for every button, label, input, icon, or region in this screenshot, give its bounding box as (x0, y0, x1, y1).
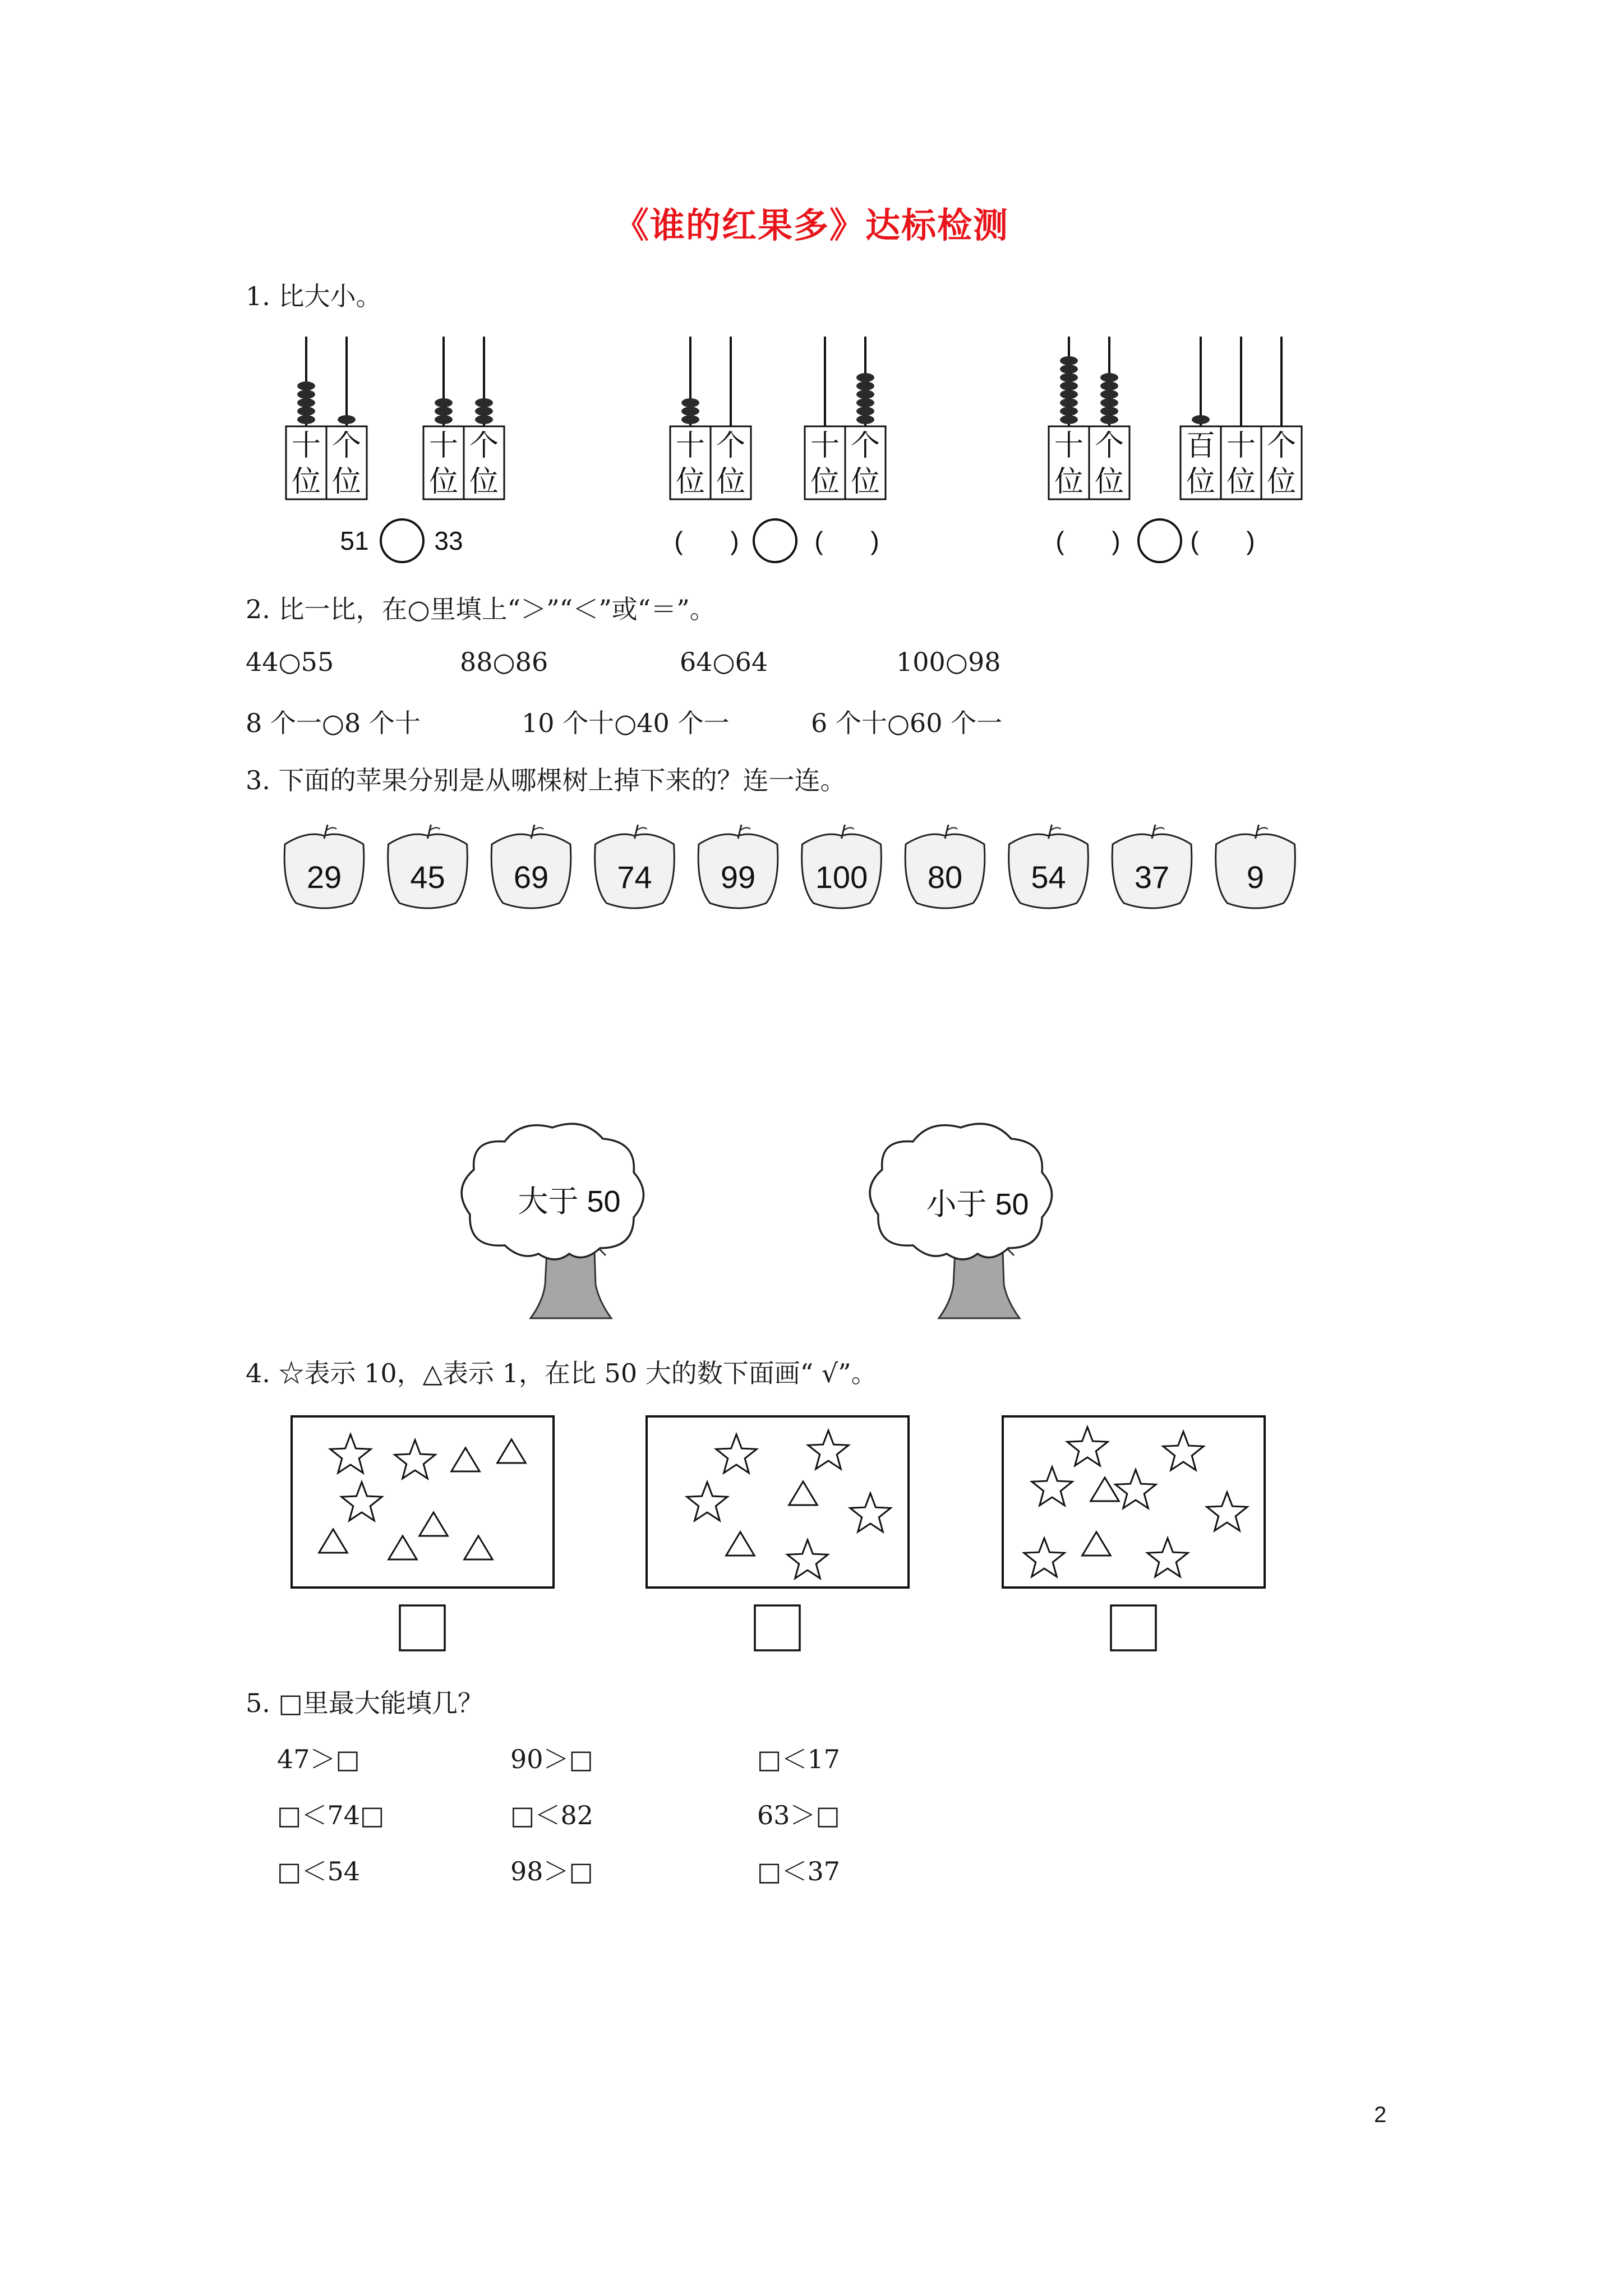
place-label: 位 (1266, 466, 1297, 498)
abacus-bead (297, 398, 315, 407)
place-label: 位 (716, 466, 746, 498)
abacus-column (670, 337, 711, 499)
apple-number: 9 (1246, 859, 1265, 895)
q5-item: □＜17 (757, 1744, 840, 1774)
apple[interactable] (1112, 825, 1192, 908)
tree-less-50[interactable] (870, 1124, 1052, 1318)
q2-item: 10 个十○40 个一 (522, 708, 730, 738)
abacus-bead (1100, 381, 1118, 390)
triangle-icon (419, 1512, 448, 1536)
star-icon (1147, 1538, 1188, 1577)
q2-item: 100○98 (896, 647, 1001, 677)
abacus-bead (856, 373, 874, 382)
abacus-bead (1100, 373, 1118, 382)
apple-leaf (947, 827, 957, 830)
abacus-column (711, 337, 751, 499)
q5-item: □＜37 (757, 1856, 840, 1887)
tree-label: 大于 50 (518, 1185, 621, 1218)
apple-leaf (1258, 827, 1268, 830)
q5-item: 90＞□ (510, 1744, 593, 1774)
abacus-bead (1060, 390, 1078, 399)
place-label: 位 (291, 466, 321, 498)
paren-open: ( (674, 526, 683, 555)
abacus-bead (1100, 390, 1118, 399)
abacus-column (845, 337, 886, 499)
triangle-icon (319, 1529, 347, 1553)
apple-number: 45 (410, 859, 445, 895)
abacus-bead (475, 398, 493, 407)
apple-leaf (1154, 827, 1164, 830)
answer-box[interactable] (400, 1605, 445, 1650)
abacus-bead (1100, 398, 1118, 407)
abacus-bead (856, 381, 874, 390)
apple-number: 80 (927, 859, 963, 895)
paren-open: ( (1190, 526, 1199, 555)
page-number: 2 (1374, 2102, 1387, 2127)
q3-apples (0, 825, 1623, 937)
page-title: 《谁的红果多》达标检测 (614, 205, 1009, 246)
abacus-column (464, 337, 504, 499)
place-label: 位 (331, 466, 362, 498)
abacus-bead (856, 415, 874, 424)
q2-heading: 2. 比一比，在○里填上“＞”“＜”或“＝”。 (246, 594, 716, 624)
star-icon (808, 1430, 849, 1469)
place-label: 十 (810, 430, 840, 462)
abacus-column (1089, 337, 1129, 499)
abacus-bead (297, 381, 315, 390)
abacus-bead (681, 415, 699, 424)
abacus-bead (435, 398, 453, 407)
apple-leaf (1051, 827, 1061, 830)
q5-heading: 5. □里最大能填几？ (246, 1688, 483, 1718)
apple-number: 74 (617, 859, 652, 895)
place-label: 十 (1054, 430, 1084, 462)
q5-item: 63＞□ (757, 1800, 840, 1830)
place-label: 百 (1186, 430, 1216, 462)
abacus-column (1049, 337, 1089, 499)
q2-item: 8 个一○8 个十 (246, 708, 421, 738)
q2-item: 88○86 (460, 647, 548, 677)
q3-heading: 3. 下面的苹果分别是从哪棵树上掉下来的？连一连。 (246, 765, 846, 795)
abacus-bead (297, 407, 315, 416)
q3-trees (0, 1116, 1623, 1341)
triangle-icon (789, 1481, 817, 1505)
q4-figures (0, 1402, 1623, 1660)
apple[interactable] (284, 825, 364, 908)
abacus-column (423, 337, 464, 499)
place-label: 个 (469, 430, 499, 462)
star-icon (1024, 1538, 1064, 1577)
abacus-bead (856, 398, 874, 407)
star-icon (1067, 1427, 1108, 1466)
q1-heading: 1. 比大小。 (246, 281, 382, 311)
star-icon (342, 1482, 382, 1521)
abacus-bead (1060, 373, 1078, 382)
place-label: 位 (1054, 466, 1084, 498)
abacus-bead (1060, 407, 1078, 416)
abacus-column (326, 337, 367, 499)
abacus-bead (856, 390, 874, 399)
shape-box (647, 1416, 909, 1650)
place-label: 十 (428, 430, 459, 462)
paren-close: ) (870, 526, 879, 555)
abacus-bead (1060, 398, 1078, 407)
place-label: 十 (675, 430, 706, 462)
paren-close: ) (1246, 526, 1255, 555)
apple[interactable] (698, 825, 778, 908)
apple[interactable] (388, 825, 468, 908)
apple-leaf (533, 827, 543, 830)
abacus-bead (1060, 381, 1078, 390)
apple-number: 99 (720, 859, 756, 895)
paren-close: ) (1112, 526, 1121, 555)
apple-leaf (326, 827, 336, 830)
q5-item: □＜82 (510, 1800, 593, 1830)
star-icon (1207, 1492, 1247, 1531)
shape-frame (647, 1416, 909, 1588)
q2-item: 44○55 (246, 647, 334, 677)
place-label: 位 (1226, 466, 1256, 498)
place-label: 位 (469, 466, 499, 498)
abacus-bead (435, 415, 453, 424)
place-label: 位 (428, 466, 459, 498)
abacus-bead (297, 390, 315, 399)
place-label: 位 (1186, 466, 1216, 498)
compare-left: 51 (340, 526, 369, 555)
abacus-bead (338, 415, 356, 424)
paren-open: ( (814, 526, 823, 555)
place-label: 个 (1266, 430, 1297, 462)
triangle-icon (464, 1536, 492, 1559)
star-icon (687, 1482, 727, 1521)
q5-item: □＜54 (277, 1856, 360, 1887)
abacus-column (1221, 337, 1261, 499)
abacus-column (286, 337, 326, 499)
place-label: 位 (1094, 466, 1124, 498)
tree-greater-50[interactable] (462, 1124, 643, 1318)
compare-right: 33 (434, 526, 463, 555)
apple-number: 100 (815, 859, 868, 895)
paren-open: ( (1055, 526, 1064, 555)
abacus-bead (297, 415, 315, 424)
answer-box[interactable] (1111, 1605, 1156, 1650)
tree-label: 小于 50 (926, 1188, 1029, 1221)
place-label: 十 (1226, 430, 1256, 462)
place-label: 位 (675, 466, 706, 498)
apple[interactable] (802, 825, 882, 908)
abacus-bead (1060, 415, 1078, 424)
abacus-bead (1100, 415, 1118, 424)
place-label: 位 (810, 466, 840, 498)
compare-circle[interactable] (1138, 519, 1181, 562)
q2-item: 6 个十○60 个一 (811, 708, 1003, 738)
star-icon (787, 1540, 828, 1579)
apple-leaf (430, 827, 440, 830)
paren-close: ) (730, 526, 739, 555)
q4-heading: 4. ☆表示 10，△表示 1，在比 50 大的数下面画“ √”。 (246, 1358, 877, 1388)
triangle-icon (389, 1536, 417, 1559)
abacus-bead (1192, 415, 1210, 424)
place-label: 个 (850, 430, 880, 462)
abacus-bead (681, 407, 699, 416)
star-icon (395, 1440, 435, 1479)
shape-frame (292, 1416, 554, 1588)
place-label: 个 (1094, 430, 1124, 462)
q5-item: 98＞□ (510, 1856, 593, 1887)
abacus-bead (856, 407, 874, 416)
star-icon (330, 1434, 371, 1473)
apple[interactable] (595, 825, 675, 908)
triangle-icon (451, 1448, 479, 1471)
place-label: 十 (291, 430, 321, 462)
apple-leaf (740, 827, 750, 830)
shape-box (292, 1416, 554, 1650)
apple-number: 37 (1134, 859, 1170, 895)
abacus-bead (475, 415, 493, 424)
star-icon (850, 1493, 891, 1532)
star-icon (1115, 1470, 1156, 1508)
star-icon (1032, 1467, 1072, 1506)
triangle-icon (726, 1532, 754, 1556)
star-icon (1163, 1432, 1204, 1470)
abacus-column (805, 337, 845, 499)
abacus-bead (475, 407, 493, 416)
abacus-bead (681, 398, 699, 407)
apple[interactable] (1009, 825, 1089, 908)
apple[interactable] (1216, 825, 1295, 908)
abacus-column (1261, 337, 1302, 499)
triangle-icon (497, 1439, 525, 1463)
apple[interactable] (491, 825, 571, 908)
apple-number: 69 (513, 859, 549, 895)
apple-number: 29 (306, 859, 342, 895)
abacus-bead (1100, 407, 1118, 416)
triangle-icon (1082, 1532, 1110, 1556)
apple-leaf (637, 827, 647, 830)
compare-circle[interactable] (381, 519, 423, 562)
place-label: 个 (716, 430, 746, 462)
q2-item: 64○64 (680, 647, 768, 677)
q5-item: □＜74□ (277, 1800, 385, 1830)
triangle-icon (1091, 1478, 1119, 1501)
apple-leaf (844, 827, 854, 830)
shape-box (1003, 1416, 1265, 1650)
abacus-bead (1060, 356, 1078, 365)
q1-abacus-area (0, 314, 1623, 578)
apple-number: 54 (1031, 859, 1066, 895)
compare-circle[interactable] (754, 519, 796, 562)
q5-item: 47＞□ (277, 1744, 360, 1774)
star-icon (716, 1434, 757, 1473)
place-label: 位 (850, 466, 880, 498)
place-label: 个 (331, 430, 362, 462)
abacus-bead (435, 407, 453, 416)
answer-box[interactable] (755, 1605, 800, 1650)
apple[interactable] (905, 825, 985, 908)
abacus-column (1181, 337, 1221, 499)
abacus-bead (1060, 365, 1078, 374)
